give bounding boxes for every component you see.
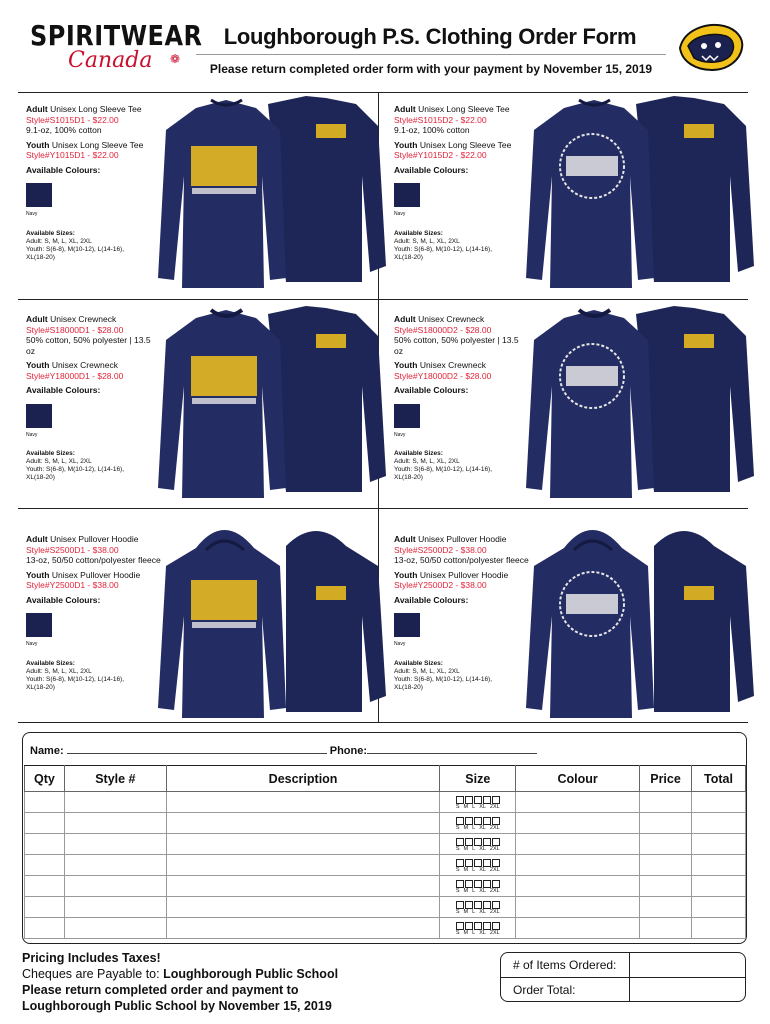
size-checkbox[interactable] bbox=[474, 901, 482, 909]
size-checkbox[interactable] bbox=[483, 922, 491, 930]
price-cell[interactable] bbox=[640, 813, 692, 834]
size-option-label: S bbox=[455, 824, 460, 831]
size-checkbox[interactable] bbox=[456, 922, 464, 930]
grid-divider bbox=[18, 92, 748, 93]
size-option-label: XL bbox=[479, 824, 486, 831]
size-option-label: XL bbox=[479, 929, 486, 936]
size-checkbox[interactable] bbox=[474, 796, 482, 804]
long-sleeve-tee-image bbox=[524, 96, 754, 296]
navy-swatch bbox=[394, 404, 420, 428]
youth-product-name: Unisex Pullover Hoodie bbox=[51, 569, 141, 580]
sizes-youth: Youth: S(6-8), M(10-12), L(14-16), bbox=[26, 245, 125, 253]
sizes-adult: Adult: S, M, L, XL, 2XL bbox=[26, 667, 92, 675]
youth-label: Youth bbox=[26, 139, 50, 150]
size-checkbox[interactable] bbox=[492, 901, 500, 909]
size-checkbox-group bbox=[440, 921, 515, 936]
qty-cell[interactable] bbox=[25, 813, 65, 834]
swatch-label: Navy bbox=[26, 431, 38, 438]
qty-cell[interactable] bbox=[25, 855, 65, 876]
youth-label: Youth bbox=[26, 360, 50, 370]
table-row bbox=[25, 813, 746, 834]
sizes-youth: Youth: S(6-8), M(10-12), L(14-16), bbox=[26, 466, 125, 473]
price-cell[interactable] bbox=[640, 792, 692, 813]
size-checkbox[interactable] bbox=[483, 901, 491, 909]
product-panel bbox=[26, 534, 376, 744]
adult-style-price: Style#S18000D2 - $28.00 bbox=[394, 324, 492, 335]
product-spec: 13-oz, 50/50 cotton/polyester fleece bbox=[394, 555, 529, 565]
size-checkbox[interactable] bbox=[474, 859, 482, 867]
navy-swatch bbox=[26, 613, 52, 637]
total-cell[interactable] bbox=[692, 876, 746, 897]
size-cell[interactable] bbox=[440, 813, 516, 834]
youth-style-price: Style#Y1015D1 - $22.00 bbox=[26, 150, 119, 160]
sizes-label: Available Sizes: bbox=[394, 229, 443, 237]
sizes-label: Available Sizes: bbox=[26, 450, 75, 457]
colour-cell[interactable] bbox=[516, 813, 640, 834]
youth-product-name: Unisex Crewneck bbox=[51, 360, 118, 370]
colours-label: Available Colours: bbox=[394, 594, 469, 605]
price-cell[interactable] bbox=[640, 834, 692, 855]
product-spec: 13-oz, 50/50 cotton/polyester fleece bbox=[26, 555, 161, 565]
sizes-adult: Adult: S, M, L, XL, 2XL bbox=[26, 458, 92, 465]
price-cell[interactable] bbox=[640, 918, 692, 939]
style-cell[interactable] bbox=[64, 918, 166, 939]
table-row bbox=[25, 918, 746, 939]
table-row bbox=[25, 876, 746, 897]
adult-product-name: Unisex Long Sleeve Tee bbox=[418, 104, 510, 114]
description-cell[interactable] bbox=[166, 897, 440, 918]
size-cell[interactable] bbox=[440, 834, 516, 855]
total-cell[interactable] bbox=[692, 834, 746, 855]
name-field[interactable] bbox=[67, 745, 327, 754]
size-checkbox[interactable] bbox=[483, 859, 491, 867]
adult-product-name: Unisex Pullover Hoodie bbox=[50, 534, 139, 544]
colour-cell[interactable] bbox=[516, 792, 640, 813]
youth-label: Youth bbox=[26, 569, 50, 580]
product-panel bbox=[394, 104, 744, 314]
logo-script: Canada bbox=[68, 48, 153, 73]
phone-label: Phone: bbox=[329, 745, 368, 757]
size-checkbox[interactable] bbox=[465, 796, 473, 804]
qty-cell[interactable] bbox=[25, 876, 65, 897]
size-option-label: M bbox=[463, 887, 469, 894]
size-option-label: S bbox=[455, 929, 460, 936]
totals-box bbox=[500, 952, 746, 1002]
column-header: Price bbox=[640, 766, 692, 792]
size-option-label: 2XL bbox=[489, 866, 500, 873]
product-spec: 50% cotton, 50% polyester | 13.5 oz bbox=[26, 335, 151, 356]
sizes-label: Available Sizes: bbox=[26, 659, 75, 667]
adult-label: Adult bbox=[394, 314, 416, 324]
youth-style-price: Style#Y18000D2 - $28.00 bbox=[394, 370, 492, 381]
youth-product-name: Unisex Pullover Hoodie bbox=[419, 569, 509, 580]
colour-cell[interactable] bbox=[516, 897, 640, 918]
size-checkbox[interactable] bbox=[492, 922, 500, 930]
size-checkbox[interactable] bbox=[474, 922, 482, 930]
return-deadline: Loughborough Public School by November 15, 2019 bbox=[22, 999, 332, 1013]
navy-swatch bbox=[26, 404, 52, 428]
size-cell[interactable] bbox=[440, 897, 516, 918]
price-cell[interactable] bbox=[640, 897, 692, 918]
table-row bbox=[25, 897, 746, 918]
size-option-label: 2XL bbox=[489, 929, 500, 936]
size-checkbox[interactable] bbox=[474, 817, 482, 825]
size-option-label: 2XL bbox=[489, 908, 500, 915]
swatch-label: Navy bbox=[26, 641, 38, 647]
description-cell[interactable] bbox=[166, 813, 440, 834]
swatch-label: Navy bbox=[394, 211, 406, 217]
youth-product-name: Unisex Crewneck bbox=[419, 360, 486, 370]
cheque-prefix: Cheques are Payable to: bbox=[22, 967, 164, 981]
size-checkbox[interactable] bbox=[456, 796, 464, 804]
youth-label: Youth bbox=[394, 569, 418, 580]
style-cell[interactable] bbox=[64, 792, 166, 813]
colour-cell[interactable] bbox=[516, 855, 640, 876]
adult-style-price: Style#S1015D2 - $22.00 bbox=[394, 114, 487, 125]
cheque-payee: Loughborough Public School bbox=[163, 967, 339, 981]
size-checkbox-group bbox=[440, 858, 515, 873]
size-option-label: M bbox=[463, 824, 469, 831]
size-option-label: XL bbox=[479, 908, 486, 915]
sizes-youth: Youth: S(6-8), M(10-12), L(14-16), bbox=[394, 466, 493, 473]
sizes-adult: Adult: S, M, L, XL, 2XL bbox=[394, 458, 460, 465]
sizes-youth-xl: XL(18-20) bbox=[394, 253, 423, 261]
size-option-label: L bbox=[472, 824, 476, 831]
colours-label: Available Colours: bbox=[394, 385, 469, 395]
table-row bbox=[25, 834, 746, 855]
size-checkbox[interactable] bbox=[474, 838, 482, 846]
table-row bbox=[25, 792, 746, 813]
size-option-label: L bbox=[472, 845, 476, 852]
sizes-adult: Adult: S, M, L, XL, 2XL bbox=[394, 667, 460, 675]
colours-label: Available Colours: bbox=[26, 164, 101, 175]
column-header: Total bbox=[692, 766, 746, 792]
pricing-note: Pricing Includes Taxes! bbox=[22, 951, 161, 965]
style-cell[interactable] bbox=[64, 876, 166, 897]
style-cell[interactable] bbox=[64, 813, 166, 834]
total-cell[interactable] bbox=[692, 918, 746, 939]
size-checkbox[interactable] bbox=[465, 859, 473, 867]
colours-label: Available Colours: bbox=[26, 594, 101, 605]
size-checkbox[interactable] bbox=[465, 901, 473, 909]
column-header: Colour bbox=[516, 766, 640, 792]
size-checkbox-group bbox=[440, 879, 515, 894]
size-cell[interactable] bbox=[440, 918, 516, 939]
size-checkbox[interactable] bbox=[483, 817, 491, 825]
size-checkbox[interactable] bbox=[492, 880, 500, 888]
total-cell[interactable] bbox=[692, 813, 746, 834]
size-checkbox[interactable] bbox=[456, 817, 464, 825]
sizes-label: Available Sizes: bbox=[26, 229, 75, 237]
column-header: Style # bbox=[64, 766, 166, 792]
size-checkbox[interactable] bbox=[492, 817, 500, 825]
sizes-adult: Adult: S, M, L, XL, 2XL bbox=[394, 237, 460, 245]
name-label: Name: bbox=[30, 745, 64, 757]
size-option-label: S bbox=[455, 845, 460, 852]
colours-label: Available Colours: bbox=[26, 385, 101, 395]
size-checkbox[interactable] bbox=[492, 859, 500, 867]
size-option-label: M bbox=[463, 803, 469, 810]
style-cell[interactable] bbox=[64, 834, 166, 855]
column-header: Description bbox=[166, 766, 440, 792]
long-sleeve-tee-image bbox=[156, 96, 386, 296]
size-checkbox[interactable] bbox=[492, 838, 500, 846]
sizes-youth: Youth: S(6-8), M(10-12), L(14-16), bbox=[26, 675, 125, 683]
youth-style-price: Style#Y1015D2 - $22.00 bbox=[394, 150, 487, 160]
description-cell[interactable] bbox=[166, 855, 440, 876]
size-checkbox[interactable] bbox=[456, 901, 464, 909]
size-cell[interactable] bbox=[440, 792, 516, 813]
product-panel bbox=[26, 104, 376, 314]
adult-label: Adult bbox=[26, 104, 48, 114]
size-option-label: 2XL bbox=[489, 845, 500, 852]
product-panel bbox=[394, 314, 744, 524]
swatch-label: Navy bbox=[26, 211, 38, 217]
adult-label: Adult bbox=[26, 534, 48, 544]
adult-product-name: Unisex Pullover Hoodie bbox=[418, 534, 507, 544]
product-spec: 50% cotton, 50% polyester | 13.5 oz bbox=[394, 335, 519, 356]
description-cell[interactable] bbox=[166, 792, 440, 813]
description-cell[interactable] bbox=[166, 834, 440, 855]
qty-cell[interactable] bbox=[25, 834, 65, 855]
size-option-label: XL bbox=[479, 803, 486, 810]
total-cell[interactable] bbox=[692, 855, 746, 876]
logo-wordmark: SPIRITWEAR bbox=[30, 19, 203, 52]
sizes-adult: Adult: S, M, L, XL, 2XL bbox=[26, 237, 92, 245]
size-option-label: XL bbox=[479, 866, 486, 873]
adult-style-price: Style#S18000D1 - $28.00 bbox=[26, 324, 124, 335]
adult-style-price: Style#S1015D1 - $22.00 bbox=[26, 114, 119, 125]
size-checkbox-group bbox=[440, 900, 515, 915]
sizes-label: Available Sizes: bbox=[394, 450, 443, 457]
size-option-label: 2XL bbox=[489, 887, 500, 894]
adult-style-price: Style#S2500D1 - $38.00 bbox=[26, 544, 119, 555]
return-note: Please return completed order and payment to bbox=[22, 983, 299, 997]
youth-style-price: Style#Y2500D2 - $38.00 bbox=[394, 580, 487, 590]
page-subtitle: Please return completed order form with your payment by November 15, 2019 bbox=[209, 62, 653, 76]
order-total-field[interactable] bbox=[631, 978, 743, 1001]
adult-product-name: Unisex Crewneck bbox=[50, 314, 117, 324]
style-cell[interactable] bbox=[64, 855, 166, 876]
style-cell[interactable] bbox=[64, 897, 166, 918]
adult-product-name: Unisex Crewneck bbox=[418, 314, 485, 324]
product-spec: 9.1-oz, 100% cotton bbox=[394, 125, 470, 135]
order-table bbox=[24, 765, 746, 939]
sizes-youth-xl: XL(18-20) bbox=[26, 474, 55, 481]
items-ordered-label: # of Items Ordered: bbox=[513, 958, 617, 972]
size-checkbox[interactable] bbox=[465, 817, 473, 825]
size-option-label: XL bbox=[479, 845, 486, 852]
size-option-label: M bbox=[463, 866, 469, 873]
adult-label: Adult bbox=[394, 534, 416, 544]
navy-swatch bbox=[394, 183, 420, 207]
youth-label: Youth bbox=[394, 139, 418, 150]
title-divider bbox=[196, 54, 666, 55]
size-option-label: L bbox=[472, 887, 476, 894]
spiritwear-logo bbox=[30, 19, 203, 78]
size-checkbox[interactable] bbox=[465, 838, 473, 846]
table-row bbox=[25, 855, 746, 876]
adult-style-price: Style#S2500D2 - $38.00 bbox=[394, 544, 487, 555]
crewneck-image bbox=[524, 306, 754, 506]
youth-style-price: Style#Y18000D1 - $28.00 bbox=[26, 370, 124, 381]
total-cell[interactable] bbox=[692, 792, 746, 813]
size-option-label: 2XL bbox=[489, 824, 500, 831]
size-checkbox-group bbox=[440, 837, 515, 852]
colours-label: Available Colours: bbox=[394, 164, 469, 175]
size-checkbox[interactable] bbox=[456, 859, 464, 867]
product-spec: 9.1-oz, 100% cotton bbox=[26, 125, 102, 135]
adult-label: Adult bbox=[394, 104, 416, 114]
size-checkbox[interactable] bbox=[465, 880, 473, 888]
size-option-label: S bbox=[455, 866, 460, 873]
size-checkbox[interactable] bbox=[492, 796, 500, 804]
size-option-label: M bbox=[463, 908, 469, 915]
size-option-label: L bbox=[472, 929, 476, 936]
description-cell[interactable] bbox=[166, 918, 440, 939]
adult-product-name: Unisex Long Sleeve Tee bbox=[50, 104, 142, 114]
size-option-label: XL bbox=[479, 887, 486, 894]
sizes-youth-xl: XL(18-20) bbox=[26, 253, 55, 261]
price-cell[interactable] bbox=[640, 876, 692, 897]
sizes-youth: Youth: S(6-8), M(10-12), L(14-16), bbox=[394, 245, 493, 253]
size-option-label: S bbox=[455, 908, 460, 915]
size-checkbox[interactable] bbox=[474, 880, 482, 888]
crewneck-image bbox=[156, 306, 386, 506]
cheque-note bbox=[22, 966, 338, 982]
items-ordered-field[interactable] bbox=[631, 953, 743, 976]
size-checkbox[interactable] bbox=[483, 838, 491, 846]
youth-style-price: Style#Y2500D1 - $38.00 bbox=[26, 580, 119, 590]
sizes-youth-xl: XL(18-20) bbox=[26, 683, 55, 691]
hoodie-image bbox=[156, 526, 386, 726]
phone-field[interactable] bbox=[367, 745, 537, 754]
size-option-label: 2XL bbox=[489, 803, 500, 810]
price-cell[interactable] bbox=[640, 855, 692, 876]
page-title: Loughborough P.S. Clothing Order Form bbox=[223, 24, 637, 49]
sizes-youth: Youth: S(6-8), M(10-12), L(14-16), bbox=[394, 675, 493, 683]
colour-cell[interactable] bbox=[516, 834, 640, 855]
column-header: Size bbox=[440, 766, 516, 792]
product-panel bbox=[394, 534, 744, 744]
size-checkbox[interactable] bbox=[456, 880, 464, 888]
youth-product-name: Unisex Long Sleeve Tee bbox=[51, 139, 144, 150]
colour-cell[interactable] bbox=[516, 876, 640, 897]
total-cell[interactable] bbox=[692, 897, 746, 918]
sizes-youth-xl: XL(18-20) bbox=[394, 474, 423, 481]
maple-leaf-icon: ❁ bbox=[170, 52, 181, 66]
youth-product-name: Unisex Long Sleeve Tee bbox=[419, 139, 512, 150]
size-cell[interactable] bbox=[440, 855, 516, 876]
adult-label: Adult bbox=[26, 314, 48, 324]
sizes-label: Available Sizes: bbox=[394, 659, 443, 667]
size-checkbox[interactable] bbox=[483, 796, 491, 804]
swatch-label: Navy bbox=[394, 431, 406, 438]
size-option-label: M bbox=[463, 845, 469, 852]
size-option-label: L bbox=[472, 908, 476, 915]
size-option-label: L bbox=[472, 803, 476, 810]
column-header: Qty bbox=[25, 766, 65, 792]
qty-cell[interactable] bbox=[25, 897, 65, 918]
size-checkbox[interactable] bbox=[465, 922, 473, 930]
qty-cell[interactable] bbox=[25, 792, 65, 813]
size-checkbox-group bbox=[440, 816, 515, 831]
size-option-label: S bbox=[455, 803, 460, 810]
navy-swatch bbox=[394, 613, 420, 637]
order-total-label: Order Total: bbox=[513, 983, 576, 997]
qty-cell[interactable] bbox=[25, 918, 65, 939]
swatch-label: Navy bbox=[394, 641, 406, 647]
size-checkbox[interactable] bbox=[483, 880, 491, 888]
size-checkbox[interactable] bbox=[456, 838, 464, 846]
size-option-label: L bbox=[472, 866, 476, 873]
product-panel bbox=[26, 314, 376, 524]
hoodie-image bbox=[524, 526, 754, 726]
size-cell[interactable] bbox=[440, 876, 516, 897]
size-option-label: M bbox=[463, 929, 469, 936]
sizes-youth-xl: XL(18-20) bbox=[394, 683, 423, 691]
lion-mascot-icon bbox=[676, 20, 746, 74]
size-checkbox-group bbox=[440, 795, 515, 810]
footer-notes bbox=[22, 950, 338, 1014]
name-phone-row bbox=[30, 745, 537, 757]
description-cell[interactable] bbox=[166, 876, 440, 897]
size-option-label: S bbox=[455, 887, 460, 894]
youth-label: Youth bbox=[394, 360, 418, 370]
navy-swatch bbox=[26, 183, 52, 207]
colour-cell[interactable] bbox=[516, 918, 640, 939]
order-table-header bbox=[25, 766, 746, 792]
